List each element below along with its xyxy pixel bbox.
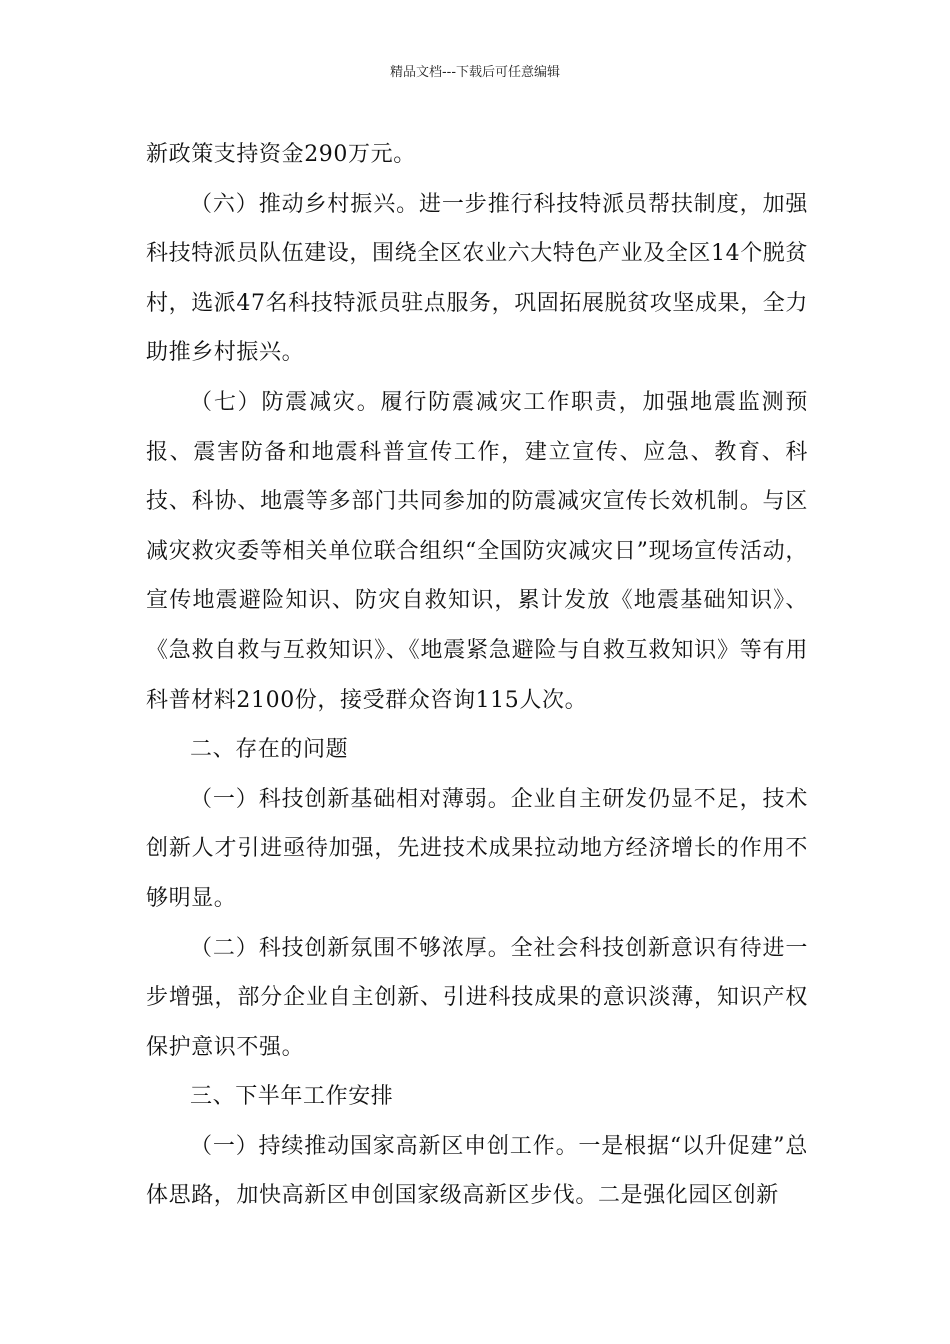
document-body — [146, 130, 808, 1221]
section-heading-problems: 二、存在的问题 — [190, 737, 349, 763]
paragraph-rural-revitalization: （六）推动乡村振兴。进一步推行科技特派员帮扶制度，加强科技特派员队伍建设，围绕全区农业六大特色产业及全区14个脱贫村，选派47名科技特派员驻点服务，巩固拓展脱贫攻坚成果，全力助推乡村振兴。 — [146, 191, 808, 366]
paragraph-problem-foundation: （一）科技创新基础相对薄弱。企业自主研发仍显不足，技术创新人才引进亟待加强，先进技术成果拉动地方经济增长的作用不够明显。 — [146, 786, 808, 911]
section-heading-second-half-plan: 三、下半年工作安排 — [190, 1084, 394, 1110]
paragraph-funding-end: 新政策支持资金290万元。 — [146, 142, 416, 167]
paragraph-problem-atmosphere: （二）科技创新氛围不够浓厚。全社会科技创新意识有待进一步增强，部分企业自主创新、引进科技成果的意识淡薄，知识产权保护意识不强。 — [146, 935, 808, 1060]
page-header: 精品文档---下载后可任意编辑 — [389, 65, 561, 80]
paragraph-disaster-prevention: （七）防震减灾。履行防震减灾工作职责，加强地震监测预报、震害防备和地震科普宣传工作，建立宣传、应急、教育、科技、科协、地震等多部门共同参加的防震减灾宣传长效机制。与区减灾救灾委等相关单位联合组织“全国防灾减灾日”现场宣传活动，宣传地震避险知识、防灾自救知识，累计发放《地震基础知识》、《急救自救与互救知识》、《地震紧急避险与自救互救知识》等有用科普材料2100份，接受群众咨询115人次。 — [146, 389, 808, 713]
paragraph-high-tech-zone: （一）持续推动国家高新区申创工作。一是根据“以升促建”总体思路，加快高新区申创国家级高新区步伐。二是强化园区创新 — [146, 1133, 808, 1209]
